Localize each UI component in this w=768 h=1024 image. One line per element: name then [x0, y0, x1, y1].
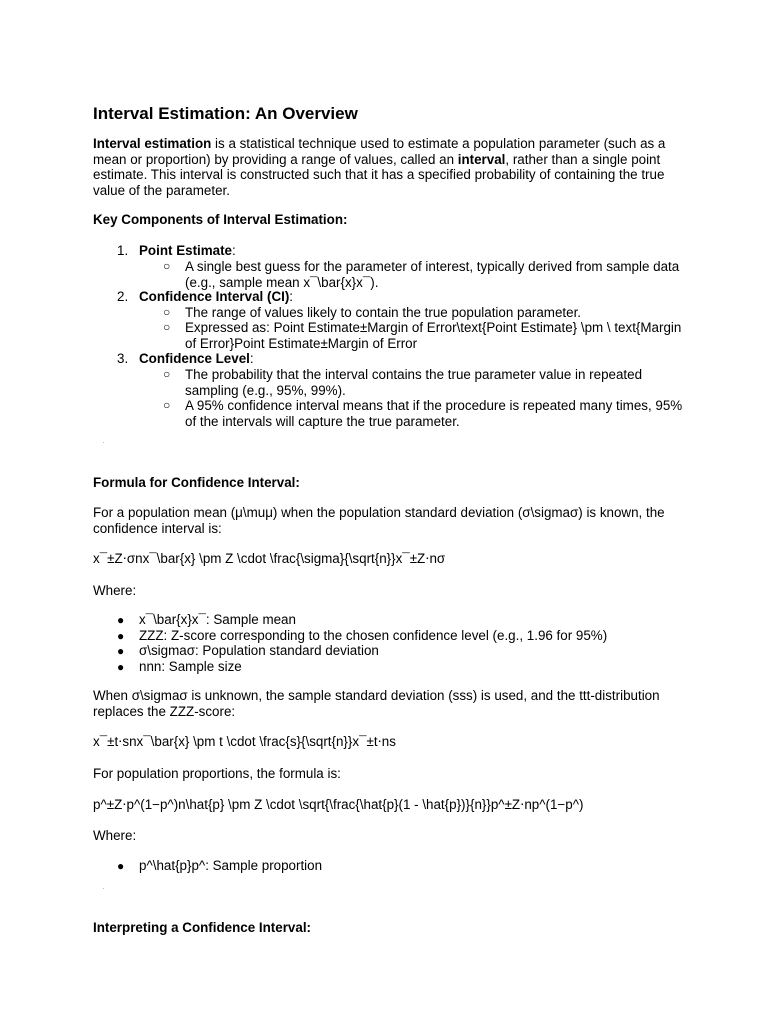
- component-1-sub-1: [163, 259, 683, 290]
- where2-item-1-text: p^\hat{p}p^: Sample proportion: [139, 858, 323, 873]
- bullet-icon: ●: [117, 644, 125, 658]
- where-label-2: Where:: [93, 828, 137, 843]
- component-2-suffix: :: [289, 289, 294, 304]
- component-1-number: 1.: [117, 243, 129, 258]
- component-1-label: Point Estimate: [139, 243, 233, 258]
- component-2-label: Confidence Interval (CI): [139, 289, 290, 304]
- proportion-intro: For population proportions, the formula is:: [93, 766, 341, 781]
- circle-bullet-icon: ○: [163, 367, 171, 381]
- where-item-3: [117, 643, 379, 660]
- formula-t: x¯±t⋅snx¯\bar{x} \pm t \cdot \frac{s}{\sqrt{n}}x¯±t⋅ns: [93, 734, 396, 749]
- circle-bullet-icon: ○: [163, 305, 171, 319]
- bullet-icon: ●: [117, 613, 125, 627]
- bullet-icon: ●: [117, 660, 125, 674]
- where-item-3-text: σ\sigmaσ: Population standard deviation: [139, 643, 379, 658]
- component-2-sub-2: [163, 320, 683, 351]
- circle-bullet-icon: ○: [163, 398, 171, 412]
- component-1-suffix: :: [232, 243, 236, 258]
- component-3-sub-1-text: The probability that the interval contains the true parameter value in repeated sampling (e.g., 95%, 99%).: [185, 367, 643, 398]
- circle-bullet-icon: ○: [163, 259, 171, 273]
- component-3-number: 3.: [117, 351, 129, 366]
- intro-paragraph: [93, 136, 683, 198]
- component-1: [117, 243, 236, 259]
- intro-term: Interval estimation: [93, 136, 212, 151]
- key-components-heading: Key Components of Interval Estimation:: [93, 212, 348, 227]
- where2-item-1: [117, 858, 322, 875]
- bullet-icon: ●: [117, 629, 125, 643]
- where-item-4-text: nnn: Sample size: [139, 659, 242, 674]
- component-1-sub-1-text: A single best guess for the parameter of interest, typically derived from sample data (e.g., sample mean x¯\bar{x}x¯).: [185, 259, 680, 290]
- component-2-sub-2-text: Expressed as: Point Estimate±Margin of Error\text{Point Estimate} \pm \ text{Margin of Error}Point Estimate±Margin of Error: [185, 320, 682, 351]
- component-3-sub-1: [163, 367, 683, 398]
- page-title: Interval Estimation: An Overview: [93, 104, 358, 123]
- component-3-suffix: :: [249, 351, 254, 366]
- formula-proportion: p^±Z⋅p^(1−p^)n\hat{p} \pm Z \cdot \sqrt{\frac{\hat{p}(1 - \hat{p})}{n}}p^±Z⋅np^(1−p^): [93, 797, 584, 812]
- where-item-1: [117, 612, 296, 629]
- intro-text-1: is a statistical technique used to estimate a population parameter (such as a mean or proportion) by providing a range of values, called an: [93, 136, 666, 167]
- unknown-sigma-paragraph: When σ\sigmaσ is unknown, the sample standard deviation (sss) is used, and the ttt-distribution replaces the ZZZ-score:: [93, 688, 660, 719]
- where-item-4: [117, 659, 242, 676]
- where-item-1-text: x¯\bar{x}x¯: Sample mean: [139, 612, 296, 627]
- where-item-2-text: ZZZ: Z-score corresponding to the chosen confidence level (e.g., 1.96 for 95%): [139, 628, 608, 643]
- component-3: [117, 351, 254, 367]
- where-label-1: Where:: [93, 583, 137, 598]
- intro-term-2: interval: [457, 151, 506, 167]
- faint-mark: [103, 442, 104, 443]
- component-2-number: 2.: [117, 289, 129, 304]
- interpret-heading: Interpreting a Confidence Interval:: [93, 920, 312, 935]
- circle-bullet-icon: ○: [163, 320, 171, 334]
- component-3-sub-2-text: A 95% confidence interval means that if the procedure is repeated many times, 95% of the intervals will capture the true parameter.: [185, 398, 683, 429]
- mean-intro-paragraph: For a population mean (μ\muμ) when the population standard deviation (σ\sigmaσ) is known, the confidence interval is:: [93, 505, 665, 536]
- formula-mean: x¯±Z⋅σnx¯\bar{x} \pm Z \cdot \frac{\sigma}{\sqrt{n}}x¯±Z⋅nσ: [93, 551, 446, 566]
- component-2-sub-1-text: The range of values likely to contain the true population parameter.: [185, 305, 582, 320]
- faint-mark: [103, 888, 104, 889]
- intro-text-2: , rather than a single point estimate. This interval is constructed such that it has a specified probability of containing the true value of the parameter.: [93, 151, 665, 198]
- formula-heading: Formula for Confidence Interval:: [93, 475, 300, 490]
- component-2-sub-1: [163, 305, 683, 321]
- component-2: [117, 289, 293, 305]
- component-3-label: Confidence Level: [139, 351, 250, 366]
- component-3-sub-2: [163, 398, 683, 429]
- bullet-icon: ●: [117, 859, 125, 873]
